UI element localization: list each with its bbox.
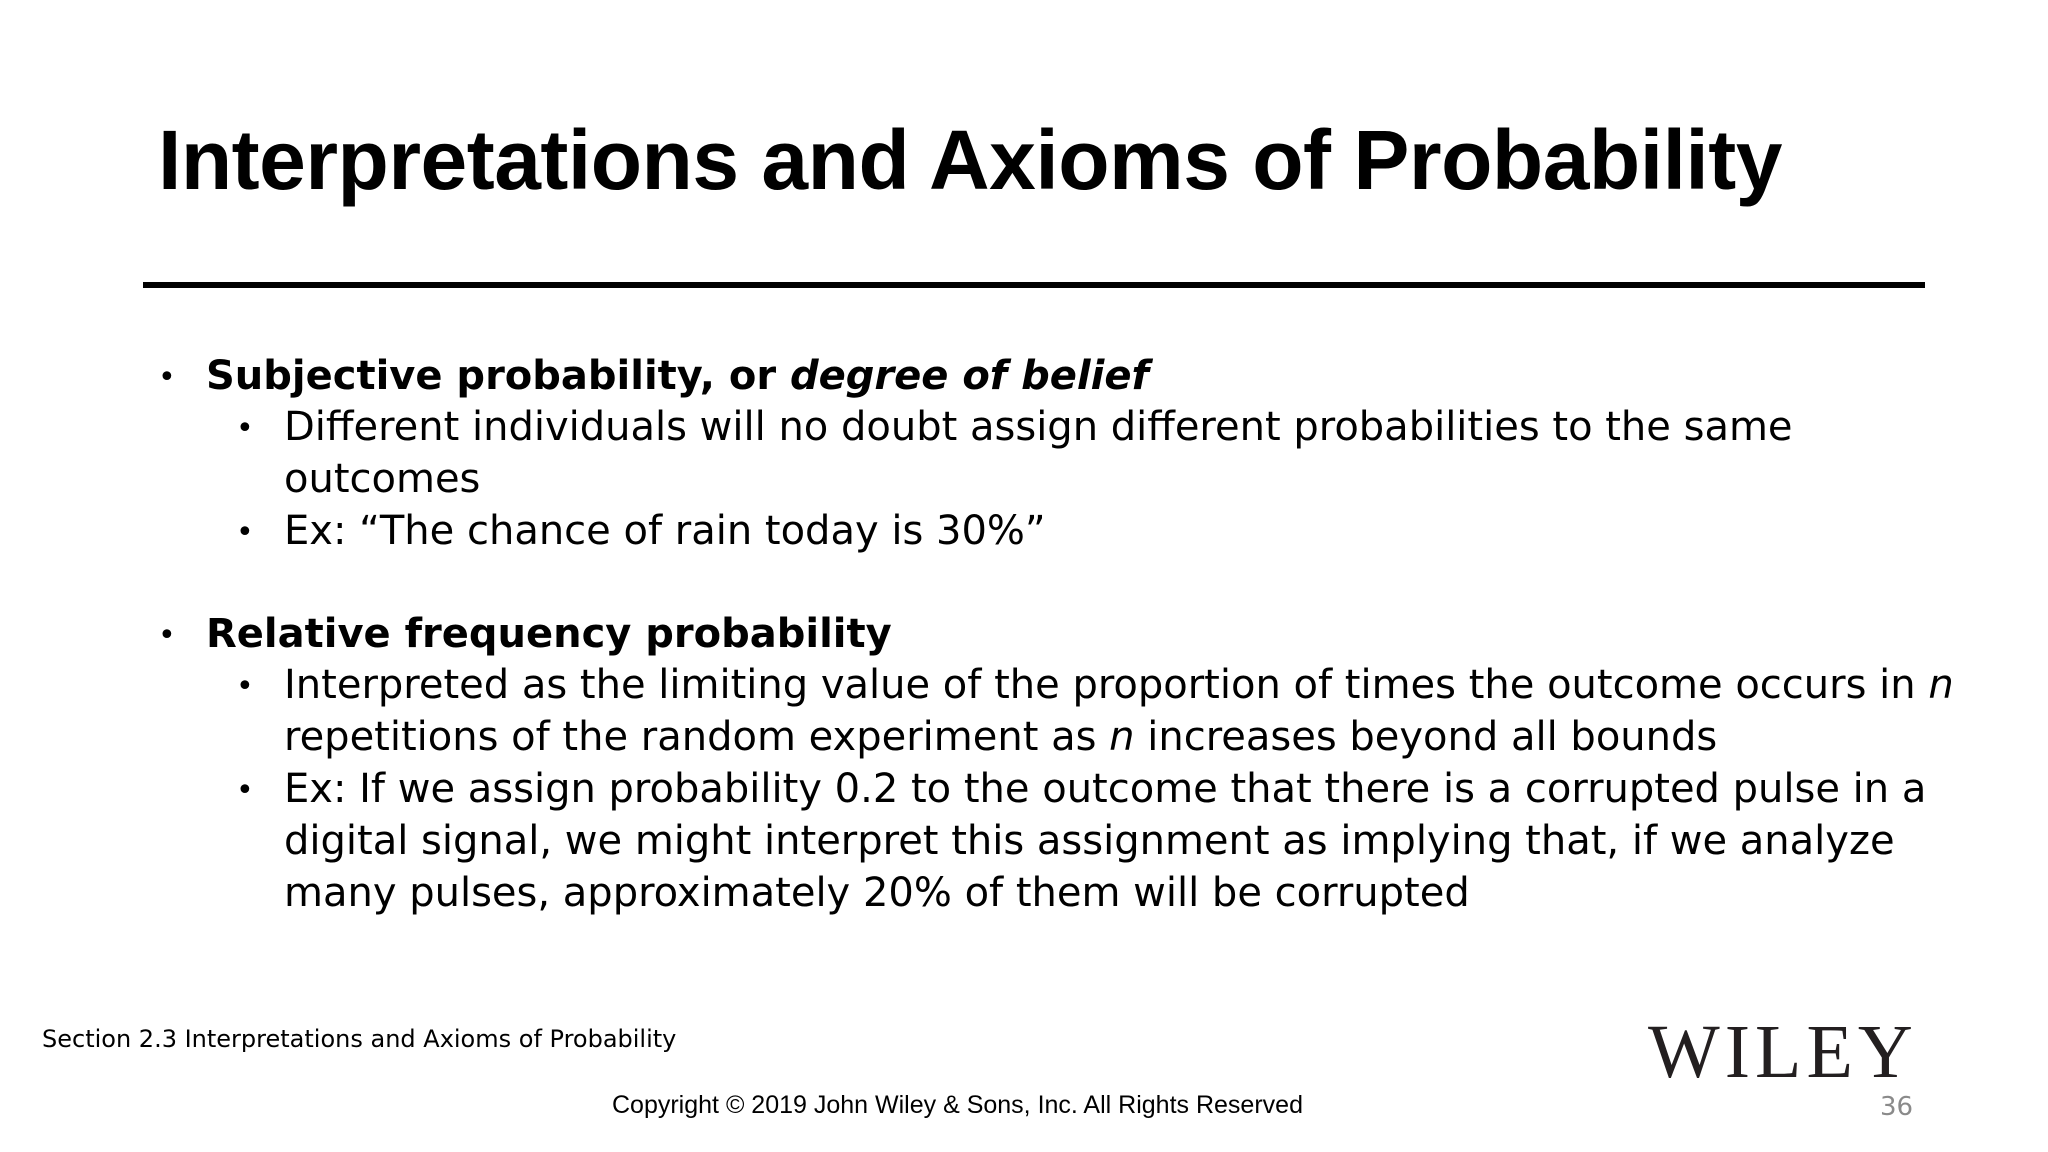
sub-bullet-line	[284, 711, 2004, 763]
sub-bullet-line: Ex: “The chance of rain today is 30%”	[284, 508, 1046, 554]
footer-section-label: Section 2.3 Interpretations and Axioms of Probability	[42, 1025, 677, 1053]
sub-bullet-line: outcomes	[284, 456, 481, 502]
sub-bullet-marker: •	[236, 411, 254, 446]
bullet-heading-subjective	[206, 350, 1149, 402]
sub-bullet-marker: •	[236, 773, 254, 808]
bullet-marker: •	[158, 360, 176, 395]
bullet-marker: •	[158, 618, 176, 653]
variable-n: n	[1109, 714, 1135, 760]
sub-bullet-line: Different individuals will no doubt assign different probabilities to the same	[284, 404, 1793, 450]
sub-bullet-corrupted-pulse-example	[284, 763, 2004, 919]
sub-bullet-limiting-value	[284, 659, 2004, 763]
bullet-heading-emphasis: degree of belief	[790, 353, 1149, 399]
line-text: Interpreted as the limiting value of the proportion of times the outcome occurs in	[284, 662, 1929, 708]
wiley-logo: WILEY	[1648, 1010, 1918, 1094]
title-divider	[143, 282, 1925, 288]
bullet-heading-relative-frequency: Relative frequency probability	[206, 611, 892, 657]
sub-bullet-line: Ex: If we assign probability 0.2 to the outcome that there is a corrupted pulse in a	[284, 766, 1927, 812]
line-text: repetitions of the random experiment as	[284, 714, 1110, 760]
sub-bullet-marker: •	[236, 669, 254, 704]
slide-title: Interpretations and Axioms of Probability	[158, 113, 1782, 207]
line-text: increases beyond all bounds	[1134, 714, 1718, 760]
sub-bullet-line	[284, 659, 2004, 711]
sub-bullet-rain-example	[284, 505, 2004, 557]
sub-bullet-marker: •	[236, 515, 254, 550]
sub-bullet-line: digital signal, we might interpret this assignment as implying that, if we analyze	[284, 818, 1895, 864]
sub-bullet-different-individuals	[284, 401, 2004, 505]
variable-n: n	[1928, 662, 1954, 708]
copyright-notice: Copyright © 2019 John Wiley & Sons, Inc. All Rights Reserved	[612, 1091, 1303, 1119]
sub-bullet-line: many pulses, approximately 20% of them will be corrupted	[284, 870, 1470, 916]
page-number: 36	[1880, 1092, 1914, 1122]
bullet-heading-text: Subjective probability, or	[206, 353, 791, 399]
